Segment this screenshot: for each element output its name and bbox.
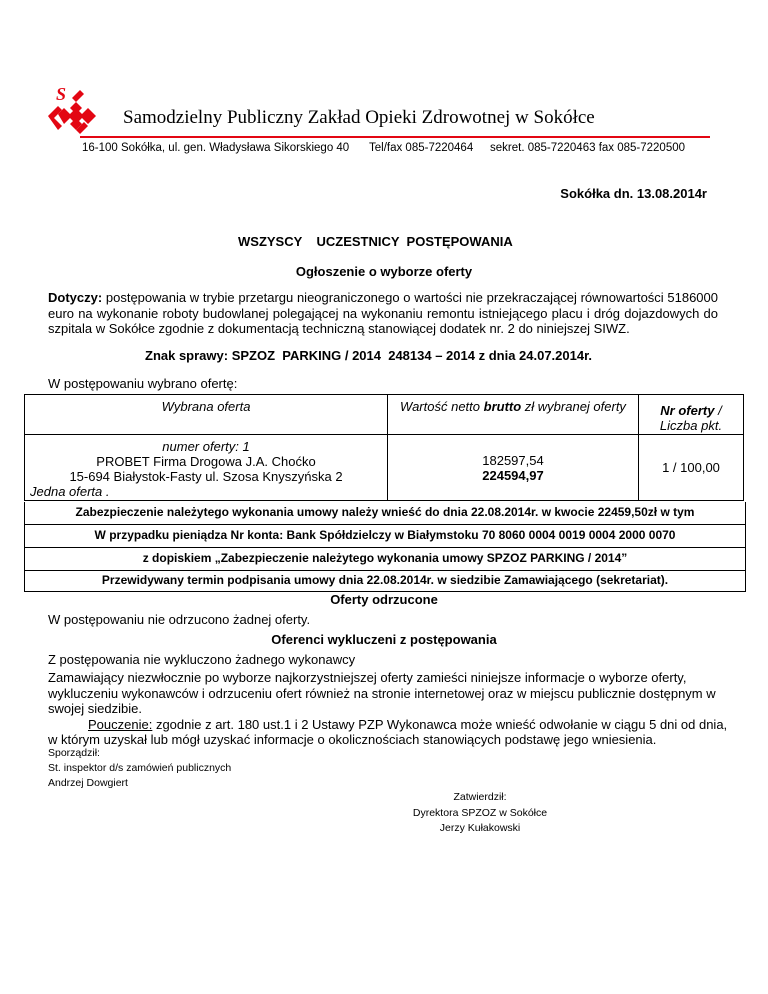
telfax: Tel/fax 085-7220464: [369, 142, 474, 154]
prepared-by-block: [48, 746, 231, 791]
date-line: Sokółka dn. 13.08.2014r: [560, 186, 707, 201]
organization-address: 16-100 Sokółka, ul. gen. Władysława Sikorskiego 40: [82, 142, 350, 154]
instruction-label: Pouczenie:: [88, 716, 153, 732]
value-cell: [388, 435, 639, 501]
table-row: [25, 435, 744, 501]
case-number: Znak sprawy: SPZOZ PARKING / 2014 248134 – 2014 z dnia 24.07.2014r.: [145, 348, 593, 363]
regarding-label: Dotyczy:: [48, 290, 103, 305]
contract-signing-band: Przewidywany termin podpisania umowy dnia 22.08.2014r. w siedzibie Zamawiającego (sekretariat).: [24, 571, 746, 592]
secretariat-contact: sekret. 085-7220463 fax 085-7220500: [490, 142, 686, 154]
bank-account-band: W przypadku pieniądza Nr konta: Bank Spółdzielczy w Białymstoku 70 8060 0004 0019 0004 2000 0070: [24, 525, 746, 548]
prepared-label: Sporządził:: [48, 747, 100, 759]
single-offer-note: Jedna oferta .: [30, 484, 110, 499]
offer-cell: [25, 435, 388, 501]
net-value: 182597,54: [482, 452, 544, 468]
offer-number: numer oferty: 1: [162, 439, 250, 454]
logo-letter: S: [56, 84, 67, 104]
offer-table: [24, 394, 744, 501]
security-deposit-band: Zabezpieczenie należytego wykonania umowy należy wnieść do dnia 22.08.2014r. w kwocie 22459,50zł w tym: [24, 502, 746, 525]
hospital-logo: [44, 84, 104, 142]
score-cell: 1 / 100,00: [639, 435, 744, 501]
approved-by-block: [380, 790, 580, 837]
regarding-text: postępowania w trybie przetargu nieograniczonego o wartości nie przekraczającej równowartości 5186000 euro na wykonanie roboty budowlanej polegającej na wykonaniu remontu istniejącego placu i dróg dojazdowych do szpitala w Sokółce zgodnie z dokumentacją techniczną stanowiącej dodatek nr. 2 do niniejszej SIWZ.: [48, 290, 718, 336]
prepared-name: Andrzej Dowgiert: [48, 777, 128, 789]
col-header-value: Wartość netto brutto zł wybranej oferty: [388, 395, 639, 435]
rejected-text: W postępowaniu nie odrzucono żadnej oferty.: [48, 612, 311, 627]
instruction-text: zgodnie z art. 180 ust.1 i 2 Ustawy PZP Wykonawca może wnieść odwołanie w ciągu 5 dni od dnia, w którym uzyskał lub mógł uzyskać informacje o okolicznościach stanowiących podstawę jego wniesienia.: [48, 716, 728, 747]
header-rule: [80, 136, 710, 138]
table-header-row: [25, 395, 744, 435]
rejected-heading: Oferty odrzucone: [330, 592, 438, 607]
col-header-selected-offer: Wybrana oferta: [25, 395, 388, 435]
publication-info: Zamawiający niezwłocznie po wyborze najkorzystniejszej oferty zamieści niniejsze informacje o wyborze oferty, wykluczeniu wykonawców i odrzuceniu ofert również na stronie internetowej oraz w miejscu publicznie dostępnym w swojej siedzibie.: [48, 670, 716, 716]
approved-name: Jerzy Kułakowski: [439, 822, 521, 834]
excluded-text: Z postępowania nie wykluczono żadnego wykonawcy: [48, 652, 356, 667]
excluded-heading: Oferenci wykluczeni z postępowania: [271, 632, 497, 647]
approved-label: Zatwierdził:: [453, 791, 507, 803]
gross-value: 224594,97: [482, 467, 544, 483]
organization-name: Samodzielny Publiczny Zakład Opieki Zdrowotnej w Sokółce: [123, 107, 595, 128]
deposit-note-band: z dopiskiem „Zabezpieczenie należytego wykonania umowy SPZOZ PARKING / 2014”: [24, 548, 746, 571]
information-paragraph: [48, 670, 728, 748]
col-header-offer-number: Nr oferty / Liczba pkt.: [639, 395, 744, 435]
addressee: WSZYSCY UCZESTNICY POSTĘPOWANIA: [238, 234, 513, 249]
prepared-role: St. inspektor d/s zamówień publicznych: [48, 762, 232, 774]
selected-intro: W postępowaniu wybrano ofertę:: [48, 376, 238, 391]
instruction-paragraph: [48, 717, 728, 748]
approved-role: Dyrektora SPZOZ w Sokółce: [412, 806, 548, 819]
company-address: 15-694 Białystok-Fasty ul. Szosa Knyszyńska 2: [69, 469, 343, 484]
regarding-paragraph: [48, 290, 718, 337]
notice-title: Ogłoszenie o wyborze oferty: [295, 264, 473, 279]
company-name: PROBET Firma Drogowa J.A. Choćko: [96, 454, 316, 469]
